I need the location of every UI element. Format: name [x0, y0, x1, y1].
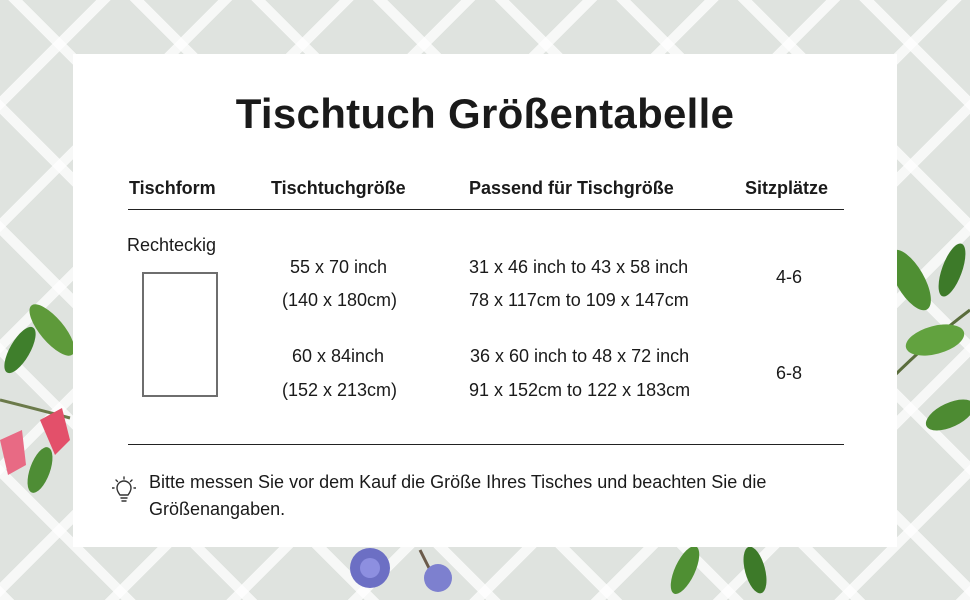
- row-2-fits-inch: 36 x 60 inch to 48 x 72 inch: [470, 346, 690, 366]
- row-1-fits-inch: 31 x 46 inch to 43 x 58 inch: [469, 257, 689, 277]
- rectangle-shape-icon: [142, 272, 218, 397]
- row-2-size-inch: 60 x 84inch: [292, 346, 385, 366]
- header-table-shape: Tischform: [129, 178, 216, 198]
- measurement-note: Bitte messen Sie vor dem Kauf die Größe Ihres Tisches und beachten Sie die Größenangaben.: [149, 472, 767, 519]
- row-1-fits-cm: 78 x 117cm to 109 x 147cm: [469, 290, 689, 310]
- header-tablecloth-size: Tischtuchgröße: [271, 178, 406, 198]
- lightbulb-icon: [112, 476, 136, 504]
- row-1-size-cm: (140 x 180cm): [282, 290, 398, 310]
- shape-label: Rechteckig: [127, 235, 217, 255]
- header-divider: [128, 209, 844, 210]
- row-1-size-inch: 55 x 70 inch: [290, 257, 388, 277]
- size-chart-card: [73, 54, 897, 547]
- row-2-seats: 6-8: [776, 363, 803, 383]
- footer-divider: [128, 444, 844, 445]
- header-fits-table-size: Passend für Tischgröße: [469, 178, 674, 198]
- row-1-seats: 4-6: [776, 267, 803, 287]
- leaf-decoration-bottom-right: [640, 545, 780, 600]
- row-2-size-cm: (152 x 213cm): [282, 380, 398, 400]
- flower-decoration-bottom: [330, 540, 480, 600]
- page-title: Tischtuch Größentabelle: [235, 90, 735, 137]
- row-2-fits-cm: 91 x 152cm to 122 x 183cm: [469, 380, 691, 400]
- leaf-decoration-right: [890, 240, 970, 470]
- header-seats: Sitzplätze: [745, 178, 829, 198]
